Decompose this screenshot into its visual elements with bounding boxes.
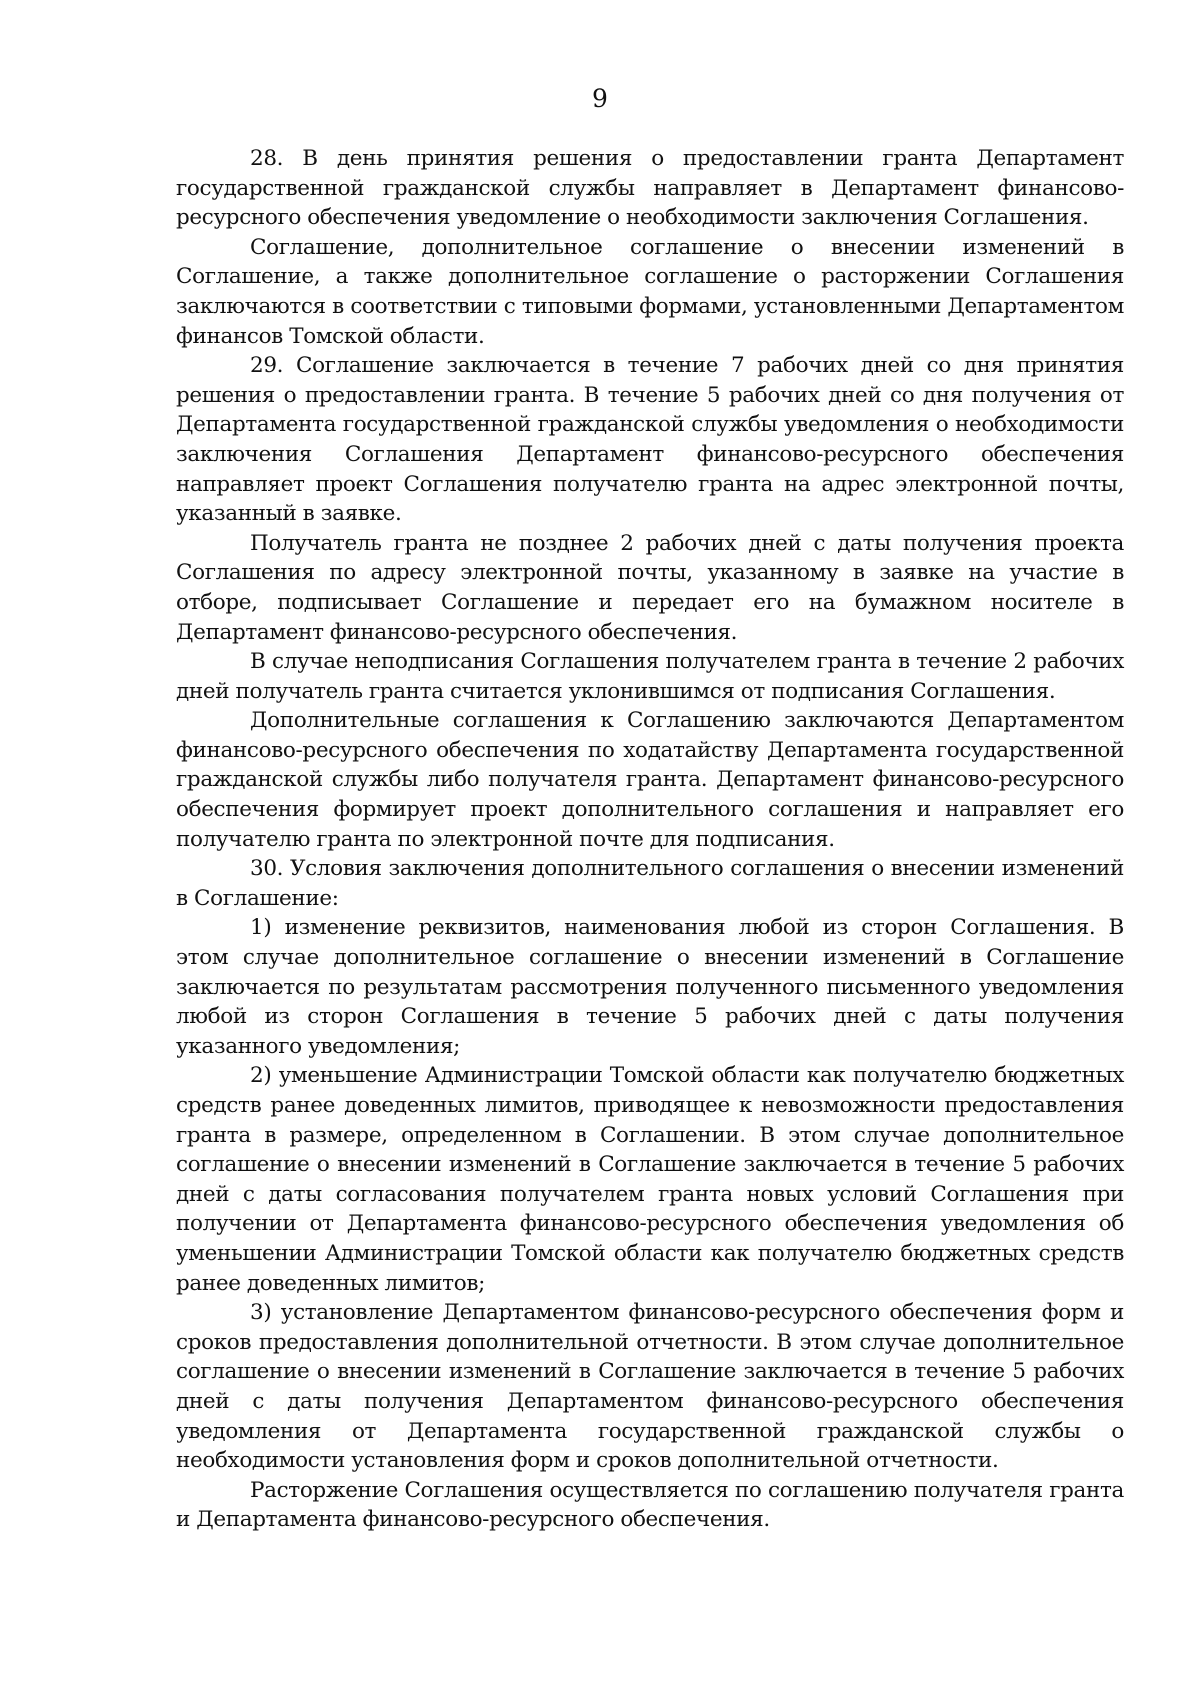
paragraph-29: 29. Соглашение заключается в течение 7 рабочих дней со дня принятия решения о предоставлении гранта. В течение 5 рабочих дней со дня получения от Департамента государственной гражданской службы уведомления о необходимости заключения Соглашения Департамент финансово-ресурсного обеспечения направляет проект Соглашения получателю гранта на адрес электронной почты, указанный в заявке.: [176, 353, 1124, 527]
paragraph-additional-agreements: Дополнительные соглашения к Соглашению заключаются Департаментом финансово-ресурсного обеспечения по ходатайству Департамента государственной гражданской службы либо получателя гранта. Департамент финансово-ресурсного обеспечения формирует проект дополнительного соглашения и направляет его получателю гранта по электронной почте для подписания.: [176, 708, 1124, 852]
list-item-3: 3) установление Департаментом финансово-ресурсного обеспечения форм и сроков предоставления дополнительной отчетности. В этом случае дополнительное соглашение о внесении изменений в Соглашение заключается в течение 5 рабочих дней с даты получения Департаментом финансово-ресурсного обеспечения уведомления от Департамента государственной гражданской службы о необходимости установления форм и сроков дополнительной отчетности.: [176, 1300, 1124, 1474]
document-body: [176, 144, 1124, 1535]
paragraph-termination: Расторжение Соглашения осуществляется по соглашению получателя гранта и Департамента финансово-ресурсного обеспечения.: [176, 1477, 1124, 1533]
list-item-2: 2) уменьшение Администрации Томской области как получателю бюджетных средств ранее доведенных лимитов, приводящее к невозможности предоставления гранта в размере, определенном в Соглашении. В этом случае дополнительное соглашение о внесении изменений в Соглашение заключается в течение 5 рабочих дней с даты согласования получателем гранта новых условий Соглашения при получении от Департамента финансово-ресурсного обеспечения уведомления об уменьшении Администрации Томской области как получателю бюджетных средств ранее доведенных лимитов;: [176, 1063, 1124, 1296]
paragraph-signing-deadline: Получатель гранта не позднее 2 рабочих дней с даты получения проекта Соглашения по адресу электронной почты, указанному в заявке на участие в отборе, подписывает Соглашение и передает его на бумажном носителе в Департамент финансово-ресурсного обеспечения.: [176, 530, 1124, 645]
paragraph-agreement-forms: Соглашение, дополнительное соглашение о внесении изменений в Соглашение, а также дополнительное соглашение о расторжении Соглашения заключаются в соответствии с типовыми формами, установленными Департаментом финансов Томской области.: [176, 234, 1124, 349]
page-number: 9: [592, 84, 608, 113]
paragraph-non-signing: В случае неподписания Соглашения получателем гранта в течение 2 рабочих дней получатель гранта считается уклонившимся от подписания Соглашения.: [176, 649, 1124, 704]
paragraph-30: 30. Условия заключения дополнительного соглашения о внесении изменений в Соглашение:: [176, 856, 1124, 911]
list-item-1: 1) изменение реквизитов, наименования любой из сторон Соглашения. В этом случае дополнительное соглашение о внесении изменений в Соглашение заключается по результатам рассмотрения полученного письменного уведомления любой из сторон Соглашения в течение 5 рабочих дней с даты получения указанного уведомления;: [176, 915, 1124, 1059]
paragraph-28: 28. В день принятия решения о предоставлении гранта Департамент государственной гражданской службы направляет в Департамент финансово-ресурсного обеспечения уведомление о необходимости заключения Соглашения.: [176, 146, 1124, 231]
